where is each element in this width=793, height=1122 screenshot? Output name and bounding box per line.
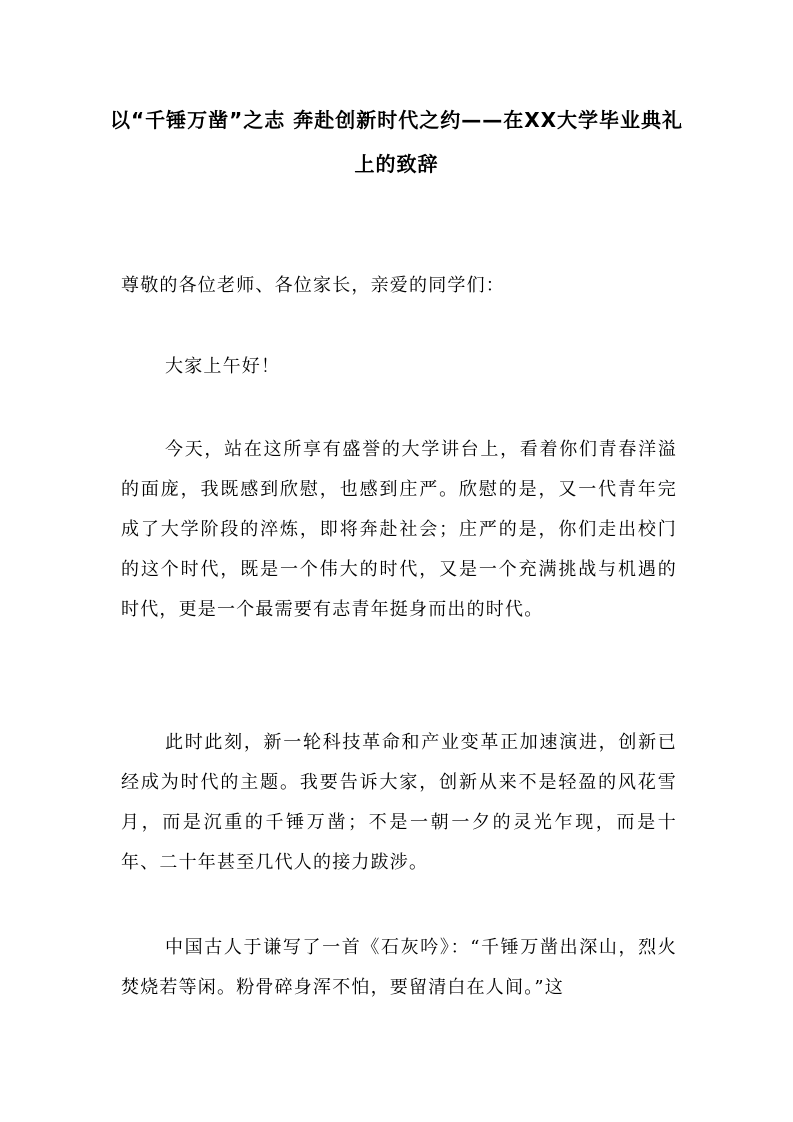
body-paragraph: 今天，站在这所享有盛誉的大学讲台上，看着你们青春洋溢的面庞，我既感到欣慰，也感到庄严。欣慰的是，又一代青年完成了大学阶段的淬炼，即将奔赴社会；庄严的是，你们走出校门的这个时代，既是一个伟大的时代，又是一个充满挑战与机遇的时代，更是一个最需要有志青年挺身而出的时代。 (121, 439, 677, 620)
salutation-paragraph: 尊敬的各位老师、各位家长，亲爱的同学们： (121, 275, 505, 296)
body-paragraph: 此时此刻，新一轮科技革命和产业变革正加速演进，创新已经成为时代的主题。我要告诉大家，创新从来不是轻盈的风花雪月，而是沉重的千锤万凿；不是一朝一夕的灵光乍现，而是十年、二十年甚至几代人的接力跋涉。 (121, 732, 677, 873)
body-paragraph: 中国古人于谦写了一首《石灰吟》：“千锤万凿出深山，烈火焚烧若等闲。粉骨碎身浑不怕，要留清白在人间。”这 (121, 937, 677, 998)
greeting-paragraph: 大家上午好！ (165, 356, 281, 377)
document-title: 以“千锤万凿”之志 奔赴创新时代之约——在XX大学毕业典礼上的致辞 (109, 108, 684, 176)
